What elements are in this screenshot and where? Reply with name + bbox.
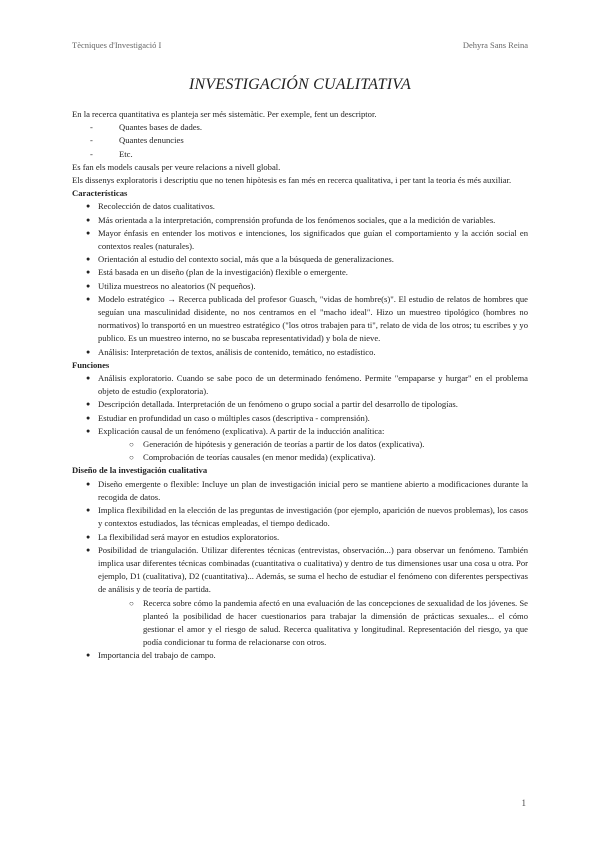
header-course: Tècniques d'Investigació I	[72, 40, 162, 50]
intro-list	[72, 121, 528, 161]
section-heading-caracteristicas: Características	[72, 188, 128, 199]
page-title: INVESTIGACIÓN CUALITATIVA	[188, 76, 412, 93]
intro-paragraph: En la recerca quantitativa es planteja ser més sistemàtic. Per exemple, fent un descriptor.	[72, 109, 377, 119]
list-item: ● Utiliza muestreos no aleatorios (N pequeños).	[72, 280, 528, 293]
list-subitem: ○ Recerca sobre cómo la pandemia afectó en una evaluación de las concepciones de sexualidad de los jóvenes. Se planteó la posibilidad de hacer cuestionarios para trabajar la dimensión de prácticas sexuales... el cómo gestionar el amor y el riesgo de salud. Recerca qualitativa y longitudinal. Representación del riesgo, ya que podía condicionar tu forma de relacionarse con otros.	[72, 597, 528, 650]
page-number: 1	[521, 798, 526, 808]
funciones-list	[72, 372, 528, 438]
list-item: ● Está basada en un diseño (plan de la investigación) flexible o emergente.	[72, 266, 528, 279]
diseno-list	[72, 478, 528, 597]
list-item: ● Implica flexibilidad en la elección de las preguntas de investigación (por ejemplo, aparición de nuevos problemas), los casos y contextos estudiados, las técnicas empleadas, el tiempo dedicado.	[72, 504, 528, 530]
list-item: ● Recolección de datos cualitativos.	[72, 200, 528, 213]
funciones-sublist	[72, 438, 528, 464]
list-item: ● Mayor énfasis en entender los motivos e intenciones, los significados que guían el comportamiento y la acción social en contextos reales (naturales).	[72, 227, 528, 253]
list-item: ● Orientación al estudio del contexto social, más que a la búsqueda de generalizaciones.	[72, 253, 528, 266]
intro-paragraph: Es fan els models causals per veure relacions a nivell global.	[72, 161, 281, 172]
list-item: - Etc.	[72, 148, 528, 161]
diseno-list-end	[72, 649, 528, 662]
list-item: ● Análisis exploratorio. Cuando se sabe poco de un determinado fenómeno. Permite "empaparse y hurgar" en el problema objeto de estudio (exploratoria).	[72, 372, 528, 398]
document-body	[72, 108, 528, 663]
list-item: ● Descripción detallada. Interpretación de un fenómeno o grupo social a partir del desarrollo de tipologías.	[72, 398, 528, 411]
list-item: ● Diseño emergente o flexible: Incluye un plan de investigación inicial pero se mantiene abierto a modificaciones durante la recogida de datos.	[72, 478, 528, 504]
list-item: - Quantes bases de dades.	[72, 121, 528, 134]
list-subitem: ○ Generación de hipótesis y generación de teorías a partir de los datos (explicativa).	[72, 438, 528, 451]
header-author: Dehyra Sans Reina	[462, 40, 528, 50]
list-item: ● Explicación causal de un fenómeno (explicativa). A partir de la inducción analítica:	[72, 425, 528, 438]
list-item: ● La flexibilidad será mayor en estudios exploratorios.	[72, 531, 528, 544]
intro-paragraph: Els dissenys exploratoris i descriptiu que no tenen hipòtesis es fan més en recerca qualitativa, i per tant la teoria és més auxiliar.	[72, 175, 512, 186]
diseno-sublist	[72, 597, 528, 650]
list-item: ● Más orientada a la interpretación, comprensión profunda de los fenómenos sociales, que a la medición de variables.	[72, 214, 528, 227]
section-heading-funciones: Funciones	[72, 359, 110, 370]
list-item: ● Posibilidad de triangulación. Utilizar diferentes técnicas (entrevistas, observación...) para observar un fenómeno. También implica usar diferentes técnicas combinadas (cuantitativa o cualitativa) y dentro de tus dimensiones usar una cosa u otra. Por ejemplo, D1 (cualitativa), D2 (cuantitativa)... Además, se suma el hecho de estudiar el fenómeno con diferentes perspectivas de análisis y de teoría de partida.	[72, 544, 528, 597]
list-item: ● Importancia del trabajo de campo.	[72, 649, 528, 662]
list-item: ● Modelo estratégico → Recerca publicada del profesor Guasch, "vidas de hombre(s)". El estudio de relatos de hombres que seguían una masculinidad disidente, no nos centramos en el "macho ideal". Hizo un muestreo tipológico (hombres no normativos) lo transportó en un muestreo estratégico ("los otros trabajen para ti", relato de vida de los otros; tu escribes y yo publico. Es un muestreo interno, no se buscaba representatividad) y bola de nieve.	[72, 293, 528, 346]
list-item: ● Estudiar en profundidad un caso o múltiples casos (descriptiva - comprensión).	[72, 412, 528, 425]
section-heading-diseno: Diseño de la investigación cualitativa	[72, 465, 208, 476]
list-subitem: ○ Comprobación de teorías causales (en menor medida) (explicativa).	[72, 451, 528, 464]
caracteristicas-list	[72, 200, 528, 358]
list-item: - Quantes denuncies	[72, 134, 528, 147]
list-item: ● Análisis: Interpretación de textos, análisis de contenido, temático, no estadístico.	[72, 346, 528, 359]
